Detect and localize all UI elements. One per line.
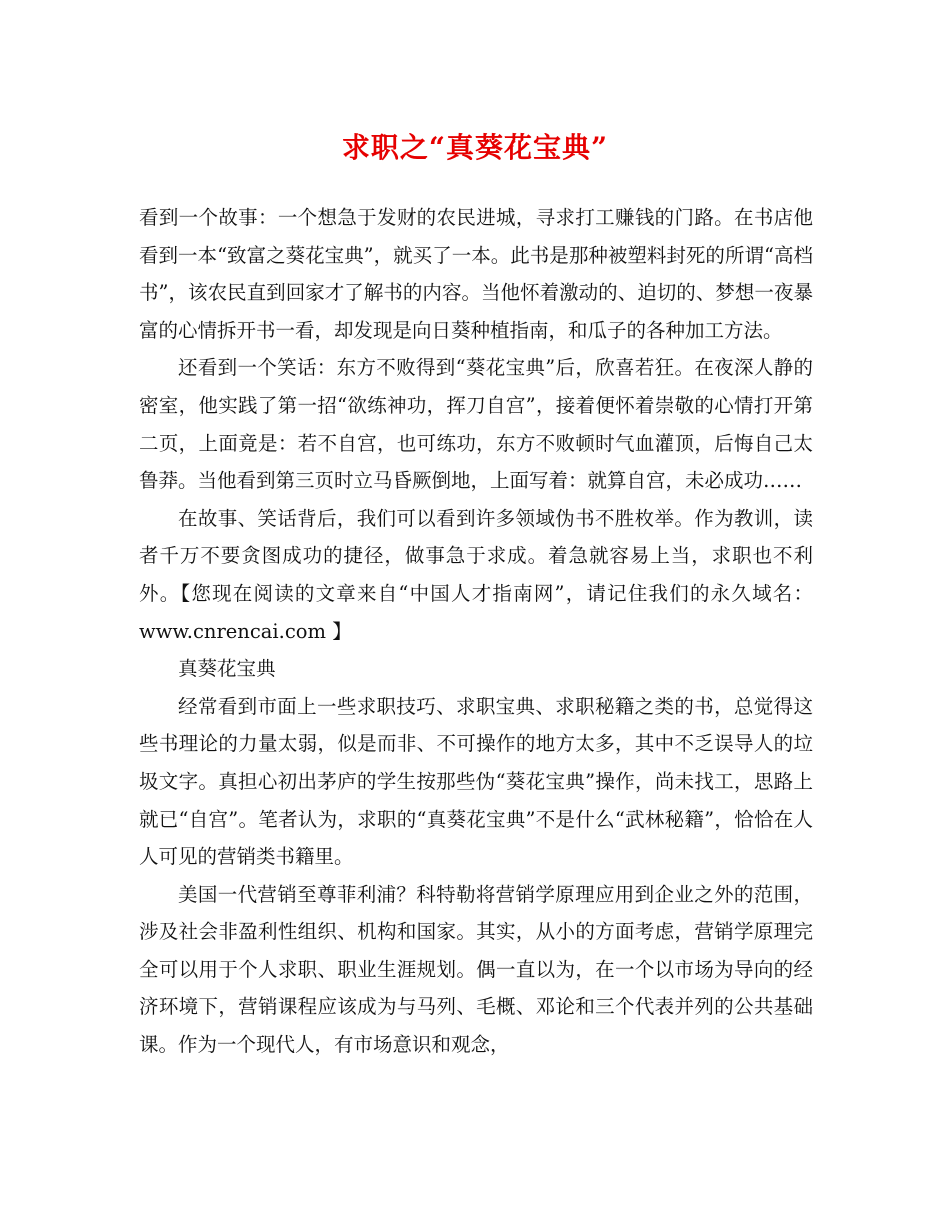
document-title: 求职之“真葵花宝典” bbox=[341, 131, 609, 164]
section-heading: 真葵花宝典 bbox=[178, 657, 276, 681]
article-body bbox=[139, 199, 813, 1064]
paragraph-lesson: 在故事、笑话背后，我们可以看到许多领域伪书不胜枚举。作为教训，读者千万不要贪图成功的捷径，做事急于求成。着急就容易上当，求职也不利外。【您现在阅读的文章来自“中国人才指南网”，请记住我们的永久域名：www.cnrencai.com 】 bbox=[139, 506, 813, 643]
paragraph-joke: 还看到一个笑话：东方不败得到“葵花宝典”后，欣喜若狂。在夜深人静的密室，他实践了第一招“欲练神功，挥刀自宫”，接着便怀着崇敬的心情打开第二页，上面竟是：若不自宫，也可练功，东方不败顿时气血灌顶，后悔自己太鲁莽。当他看到第三页时立马昏厥倒地，上面写着：就算自宫，未必成功…… bbox=[139, 356, 813, 493]
paragraph-books: 经常看到市面上一些求职技巧、求职宝典、求职秘籍之类的书，总觉得这些书理论的力量太弱，似是而非、不可操作的地方太多，其中不乏误导人的垃圾文字。真担心初出茅庐的学生按那些伪“葵花宝典”操作，尚未找工，思路上就已“自宫”。笔者认为，求职的“真葵花宝典”不是什么“武林秘籍”，恰恰在人人可见的营销类书籍里。 bbox=[139, 694, 813, 869]
paragraph-story: 看到一个故事：一个想急于发财的农民进城，寻求打工赚钱的门路。在书店他看到一本“致富之葵花宝典”，就买了一本。此书是那种被塑料封死的所谓“高档书”，该农民直到回家才了解书的内容。当他怀着激动的、迫切的、梦想一夜暴富的心情拆开书一看，却发现是向日葵种植指南，和瓜子的各种加工方法。 bbox=[139, 206, 813, 342]
paragraph-marketing: 美国一代营销至尊菲利浦？科特勒将营销学原理应用到企业之外的范围，涉及社会非盈利性组织、机构和国家。其实，从小的方面考虑，营销学原理完全可以用于个人求职、职业生涯规划。偶一直以为，在一个以市场为导向的经济环境下，营销课程应该成为与马列、毛概、邓论和三个代表并列的公共基础课。作为一个现代人，有市场意识和观念， bbox=[139, 882, 813, 1057]
